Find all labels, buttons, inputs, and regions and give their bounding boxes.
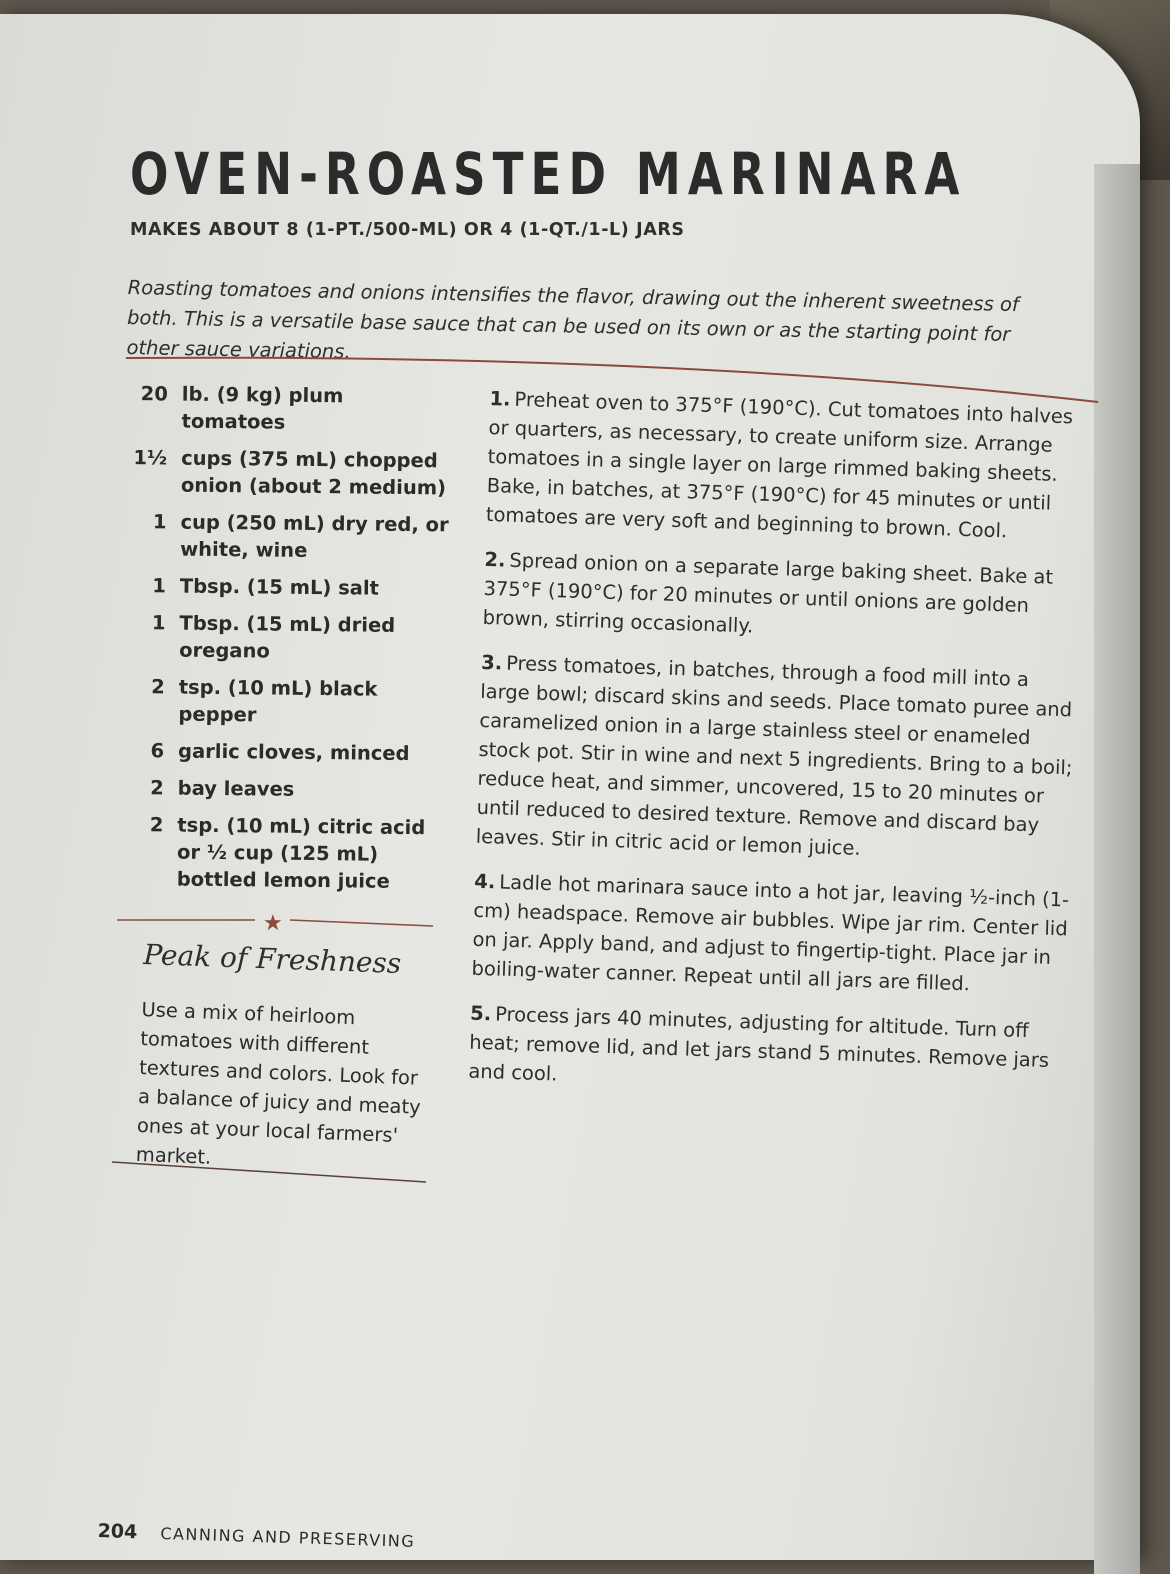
step-text: Process jars 40 minutes, adjusting for altitude. Turn off heat; remove lid, and let jars stand 5 minutes. Remove jars and cool. — [468, 1002, 1050, 1086]
page-number: 204 — [97, 1520, 138, 1544]
method-step — [468, 999, 1070, 1105]
step-text: Ladle hot marinara sauce into a hot jar, leaving ½-inch (1-cm) headspace. Remove air bubbles. Wipe jar rim. Center lid on jar. Apply band, and adjust to fingertip-tight. Place jar in boiling-water canner. Repeat until all jars are filled. — [471, 870, 1070, 996]
step-text: Spread onion on a separate large baking sheet. Bake at 375°F (190°C) for 20 minutes or until onions are golden brown, stirring occasionally. — [482, 548, 1054, 638]
running-head: CANNING AND PRESERVING — [160, 1523, 416, 1551]
method-step — [475, 648, 1081, 870]
tip-bottom-rule — [110, 1156, 430, 1186]
method-step — [471, 867, 1074, 1002]
ingredient-item — [120, 737, 450, 767]
ingredient-quantity: 6 — [150, 739, 165, 763]
ingredient-quantity: 1½ — [133, 446, 168, 470]
ingredient-text: bay leaves — [177, 776, 295, 801]
method-step — [482, 545, 1084, 651]
ingredient-item — [119, 811, 450, 895]
step-text: Preheat oven to 375°F (190°C). Cut tomatoes into halves or quarters, as necessary, to create uniform size. Arrange tomatoes in a single layer on large rimmed baking sheets. Bake, in batches, at 375°F (190°C) for 45 minutes or until tomatoes are very soft and beginning to brown. Cool. — [485, 387, 1074, 543]
tip-body: Use a mix of heirloom tomatoes with different textures and colors. Look for a balance of juicy and meaty ones at your local farmers' market. — [135, 997, 422, 1169]
ingredient-item — [122, 572, 452, 602]
step-number: 3. — [480, 650, 503, 675]
ingredient-quantity: 2 — [149, 813, 164, 837]
recipe-title: OVEN-ROASTED MARINARA — [130, 140, 967, 208]
ingredient-quantity: 2 — [150, 776, 164, 800]
recipe-intro: Roasting tomatoes and onions intensifies the flavor, drawing out the inherent sweetness of both. This is a versatile base sauce that can be used on its own or as the starting point for other sauce variations. — [126, 275, 1019, 363]
ingredient-quantity: 1 — [151, 611, 166, 635]
ingredient-text: tsp. (10 mL) citric acid or ½ cup (125 mL) bottled lemon juice — [176, 813, 426, 893]
tip-top-rule — [115, 908, 440, 938]
step-number: 1. — [489, 386, 511, 411]
step-text: Press tomatoes, in batches, through a food mill into a large bowl; discard skins and seeds. Place tomato puree and caramelized onion in a large stainless steel or enameled stock pot. Stir in wine and next 5 ingredients. Bring to a boil; reduce heat, and simmer, uncovered, 15 to 20 minutes or until reduced to desired texture. Remove and discard bay leaves. Stir in citric acid or lemon juice. — [475, 651, 1073, 860]
recipe-yield: MAKES ABOUT 8 (1-PT./500-ML) OR 4 (1-QT./1-L) JARS — [130, 220, 685, 240]
ingredient-quantity: 1 — [152, 510, 167, 534]
ingredient-list — [119, 380, 454, 905]
ingredient-text: cups (375 mL) chopped onion (about 2 medium) — [180, 446, 447, 500]
step-number: 2. — [484, 547, 506, 572]
ingredient-item — [121, 609, 452, 666]
ingredient-text: Tbsp. (15 mL) salt — [179, 574, 380, 600]
ingredient-quantity: 20 — [140, 382, 168, 406]
method-steps — [467, 384, 1089, 1120]
star-icon: ★ — [263, 911, 283, 936]
step-number: 4. — [474, 869, 496, 894]
ingredient-quantity: 1 — [152, 574, 166, 598]
ingredient-text: cup (250 mL) dry red, or white, wine — [180, 510, 449, 562]
ingredient-text: Tbsp. (15 mL) dried oregano — [179, 611, 396, 663]
ingredient-text: lb. (9 kg) plum tomatoes — [181, 382, 344, 434]
ingredient-item — [123, 380, 454, 437]
tip-heading: Peak of Freshness — [142, 938, 402, 980]
ingredient-item — [120, 774, 450, 804]
ingredient-text: tsp. (10 mL) black pepper — [178, 675, 378, 727]
step-number: 5. — [469, 1001, 492, 1026]
ingredient-text: garlic cloves, minced — [177, 739, 410, 766]
ingredient-item — [123, 444, 454, 501]
ingredient-item — [122, 508, 453, 565]
ingredient-quantity: 2 — [151, 675, 165, 699]
ingredient-item — [120, 673, 451, 730]
method-step — [485, 384, 1089, 548]
